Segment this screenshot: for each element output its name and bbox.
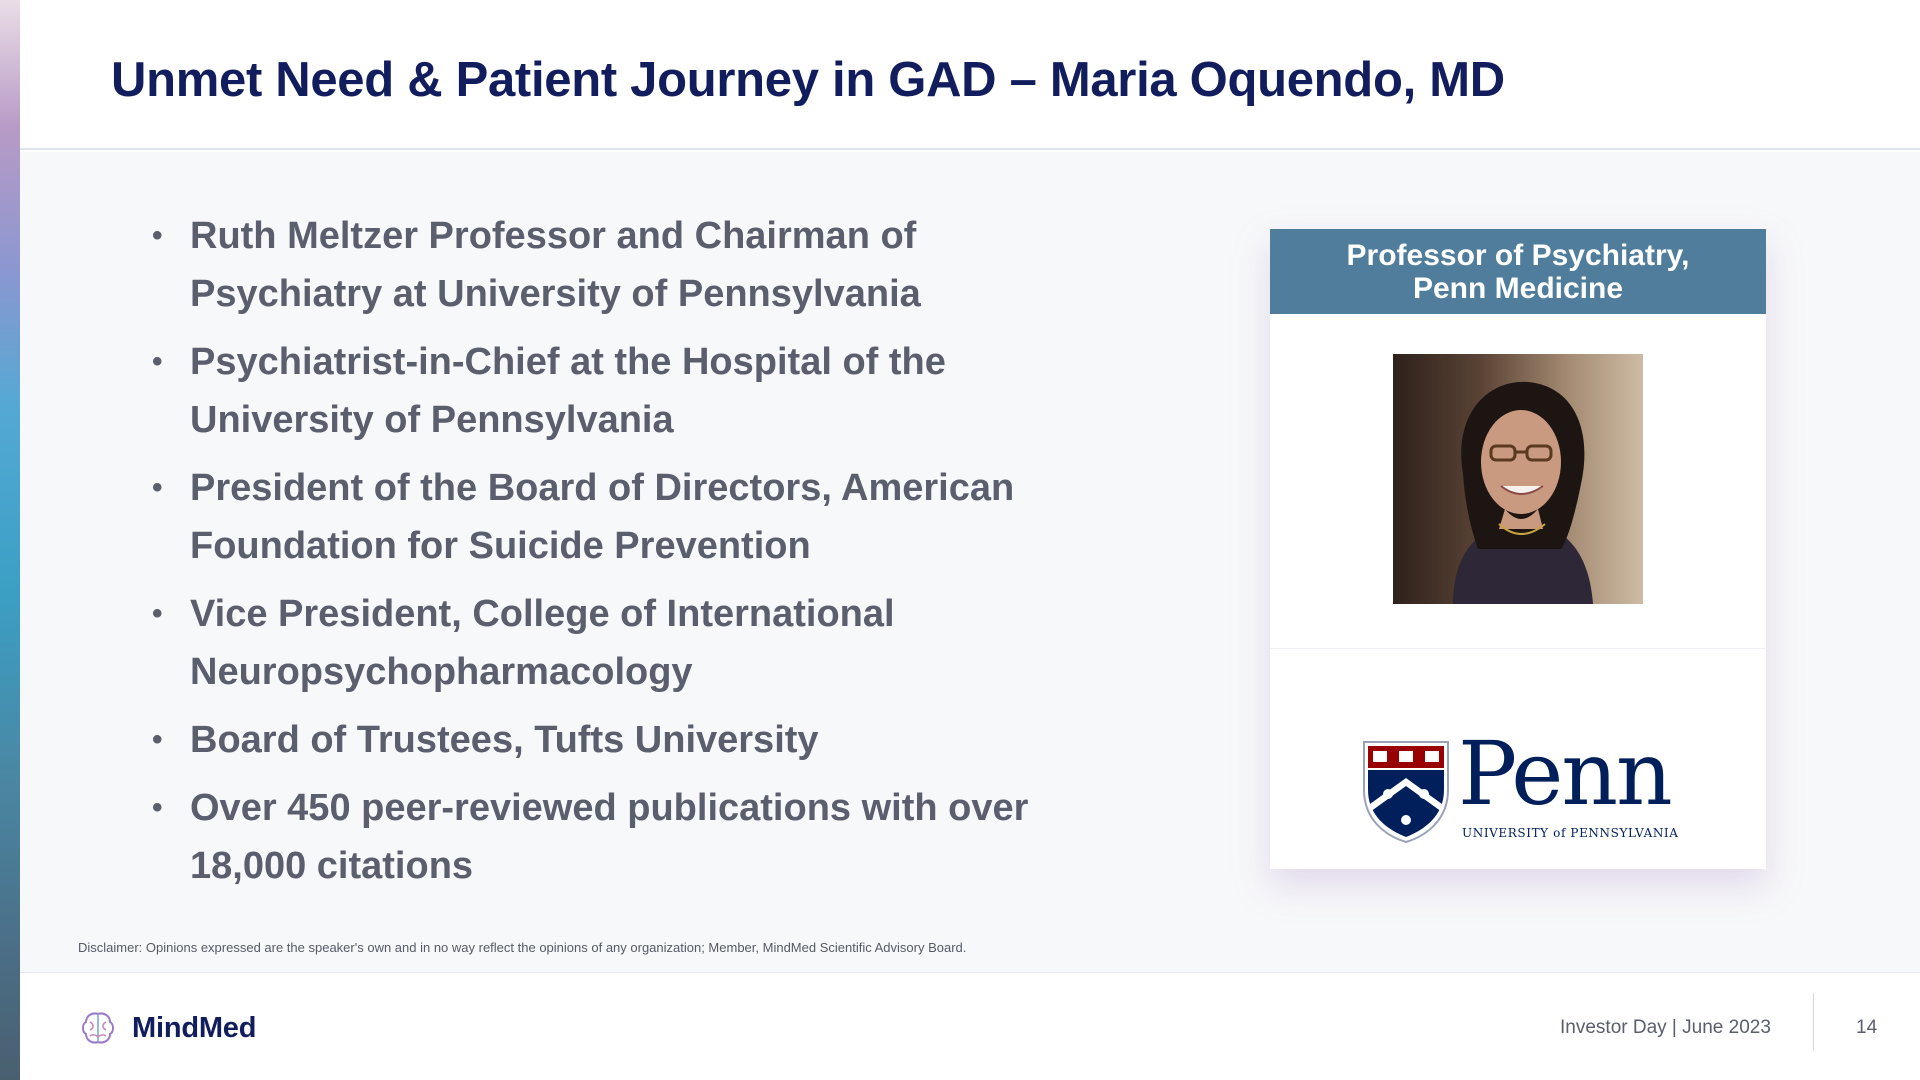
card-divider — [1270, 648, 1766, 649]
penn-logo — [1362, 722, 1682, 850]
mindmed-brand — [78, 1008, 256, 1048]
penn-wordmark: Penn — [1458, 722, 1671, 825]
bio-bullet: • Vice President, College of International Neuropsychopharmacology — [150, 585, 1110, 701]
slide-footer — [20, 972, 1920, 1080]
bio-bullet: • Psychiatrist-in-Chief at the Hospital of the University of Pennsylvania — [150, 333, 1110, 449]
speaker-photo — [1393, 354, 1643, 604]
page-number: 14 — [1856, 1017, 1878, 1038]
footer-divider — [1813, 993, 1814, 1051]
bio-bullet: • Board of Trustees, Tufts University — [150, 711, 1110, 769]
bio-bullet: • Ruth Meltzer Professor and Chairman of Psychiatry at University of Pennsylvania — [150, 207, 1110, 323]
slide-header — [20, 0, 1920, 150]
speaker-title-line2: Penn Medicine — [1412, 271, 1624, 305]
slide-title: Unmet Need & Patient Journey in GAD – Maria Oquendo, MD — [111, 53, 1505, 107]
bio-bullet-list — [150, 207, 1110, 905]
event-label: Investor Day | June 2023 — [1560, 1017, 1771, 1038]
brand-name: MindMed — [132, 1011, 257, 1044]
slide-content — [20, 152, 1920, 972]
speaker-title-line1: Professor of Psychiatry, — [1346, 238, 1690, 272]
brain-icon — [78, 1008, 118, 1048]
bio-bullet: • President of the Board of Directors, American Foundation for Suicide Prevention — [150, 459, 1110, 575]
speaker-card-header — [1270, 229, 1766, 314]
speaker-portrait-illustration — [1393, 354, 1643, 604]
penn-subtitle: UNIVERSITY of PENNSYLVANIA — [1462, 826, 1679, 840]
bio-bullet: • Over 450 peer-reviewed publications with over 18,000 citations — [150, 779, 1110, 895]
accent-gradient-stripe — [0, 0, 20, 1080]
speaker-card — [1270, 229, 1766, 869]
disclaimer-text: Disclaimer: Opinions expressed are the speaker's own and in no way reflect the opinions of any organization; Member, MindMed Scientific Advisory Board. — [78, 940, 967, 955]
